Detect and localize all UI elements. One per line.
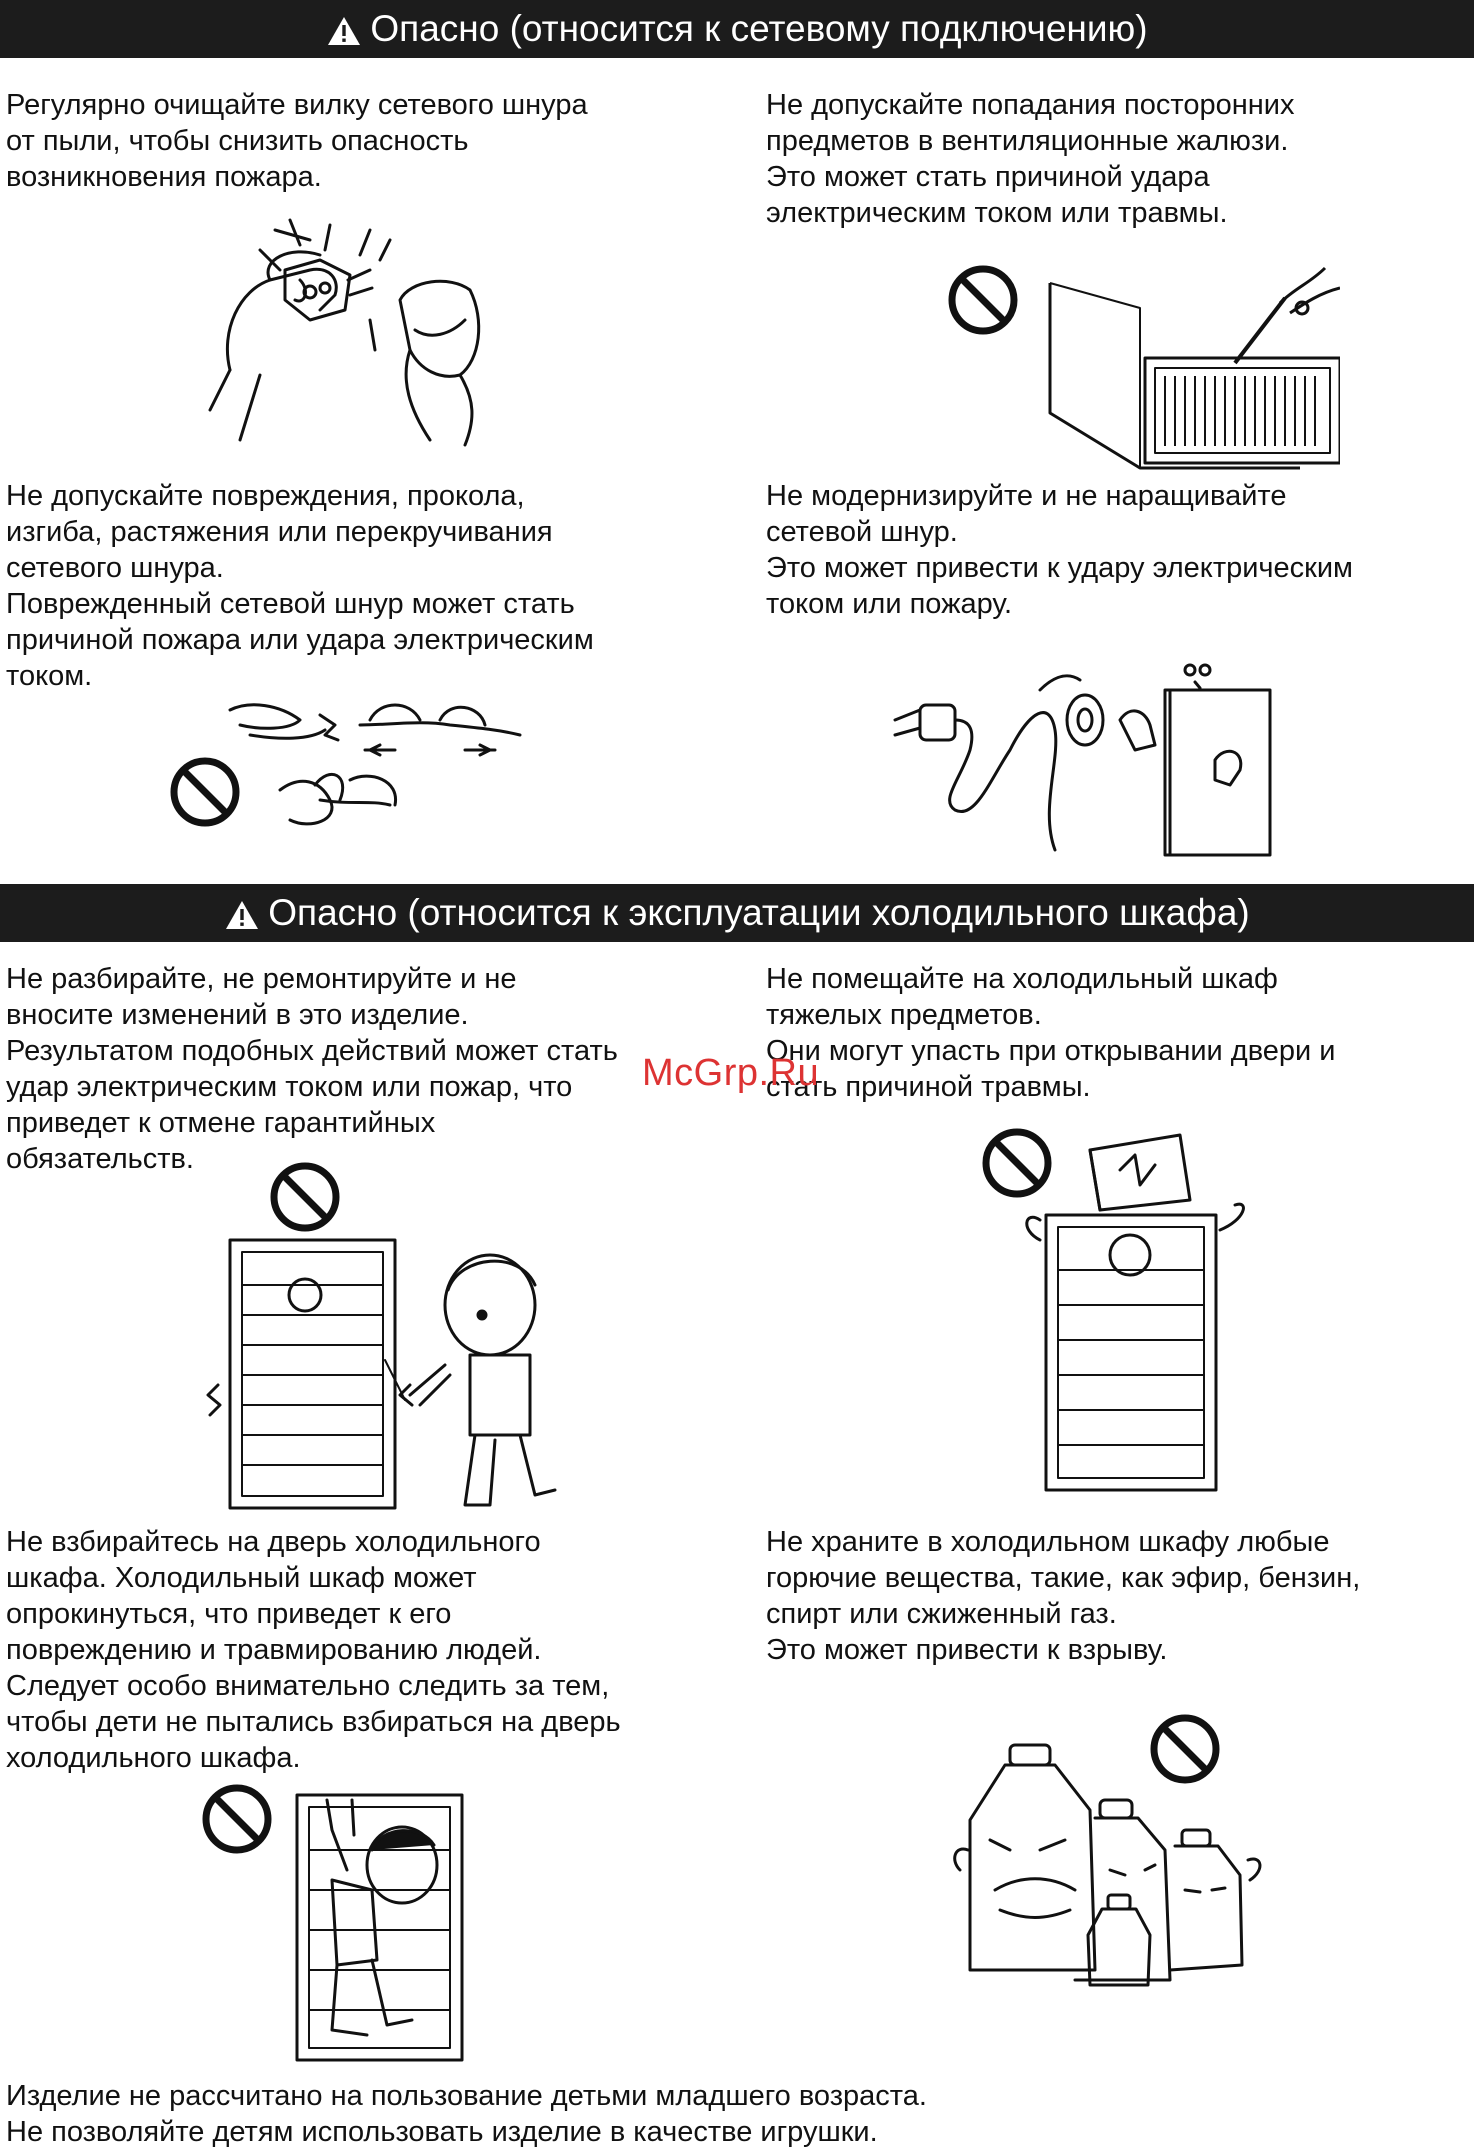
prohibition-icon: [946, 263, 1020, 337]
warning-no-heavy-objects: Не помещайте на холодильный шкаф тяжелых предметов. Они могут упасть при открывании двери и стать причиной травмы.: [766, 963, 1336, 1103]
prohibition-icon: [268, 1160, 342, 1234]
warning-no-climb: Не взбирайтесь на дверь холодильного шкафа. Холодильный шкаф может опрокинуться, что приведет к его повреждению и травмированию людей. Следует особо внимательно следить за тем, чтобы дети не пытались взбираться на дверь холодильного шкафа.: [6, 1526, 621, 1774]
cord-tape-illustration: [880, 650, 1280, 870]
plug-cleaning-illustration: [200, 200, 500, 450]
warning-vents: Не допускайте попадания посторонних предметов в вентиляционные жалюзи. Это может стать причиной удара электрическим током или травмы.: [766, 89, 1295, 229]
section-banner-operation: [0, 884, 1474, 942]
warning-no-modify-cord: Не модернизируйте и не наращивайте сетевой шнур. Это может привести к удару электрическим током или пожару.: [766, 480, 1353, 620]
section-banner-electrical: [0, 0, 1474, 58]
warning-no-disassemble: Не разбирайте, не ремонтируйте и не вносите изменений в это изделие. Результатом подобных действий может стать удар электрическим током или пожар, что приведет к отмене гарантийных обязательств.: [6, 963, 618, 1175]
cord-damage-illustration: [220, 680, 540, 850]
flammable-bottles-illustration: [950, 1740, 1270, 1990]
heavy-box-illustration: [1010, 1130, 1270, 1500]
section-title: Опасно (относится к эксплуатации холодильного шкафа): [268, 892, 1250, 933]
warning-clean-plug: Регулярно очищайте вилку сетевого шнура от пыли, чтобы снизить опасность возникновения пожара.: [6, 89, 588, 193]
watermark: McGrp.Ru: [642, 1052, 820, 1094]
warning-triangle-icon: [326, 15, 362, 47]
fridge-repair-illustration: [200, 1235, 580, 1515]
warning-triangle-icon: [224, 899, 260, 931]
vent-illustration: [1040, 258, 1340, 478]
warning-no-flammable: Не храните в холодильном шкафу любые горючие вещества, такие, как эфир, бензин, спирт или сжиженный газ. Это может привести к взрыву.: [766, 1526, 1361, 1666]
section-title: Опасно (относится к сетевому подключению): [370, 8, 1148, 49]
child-climbing-illustration: [292, 1790, 467, 2065]
warning-cord-damage: Не допускайте повреждения, прокола, изгиба, растяжения или перекручивания сетевого шнура. Поврежденный сетевой шнур может стать причиной пожара или удара электрическим током.: [6, 480, 594, 692]
note-children: Изделие не рассчитано на пользование детьми младшего возраста. Не позволяйте детям использовать изделие в качестве игрушки.: [6, 2080, 927, 2148]
prohibition-icon: [200, 1782, 274, 1856]
